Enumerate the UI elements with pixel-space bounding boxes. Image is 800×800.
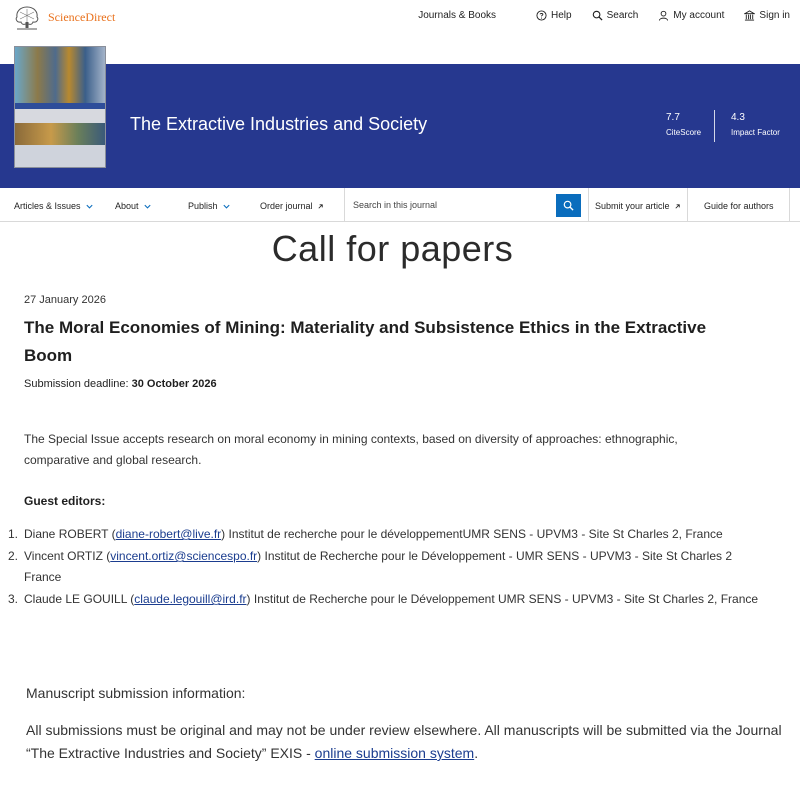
citescore-label: CiteScore (666, 128, 702, 137)
cover-bottom (15, 145, 105, 168)
guide-for-authors-link[interactable] (704, 201, 774, 211)
publish-date: 27 January 2026 (24, 294, 106, 306)
submission-deadline (24, 378, 217, 390)
nav-divider (789, 188, 790, 222)
manuscript-heading: Manuscript submission information: (26, 685, 246, 701)
citescore-metric[interactable] (666, 112, 701, 137)
editor-name: Vincent ORTIZ ( (24, 549, 111, 563)
journals-books-link[interactable] (418, 10, 496, 21)
list-item (0, 524, 760, 545)
sciencedirect-logo[interactable] (12, 3, 115, 31)
sign-in-link[interactable] (744, 10, 790, 21)
nav-divider (588, 188, 589, 222)
editor-email-link[interactable]: vincent.ortiz@sciencespo.fr (110, 549, 258, 563)
cover-bar (15, 103, 105, 109)
chevron-down-icon (143, 202, 152, 211)
journal-search-button[interactable] (556, 194, 581, 217)
search-label: Search (606, 10, 639, 21)
order-journal-link[interactable] (260, 201, 324, 211)
about-menu[interactable] (115, 201, 152, 211)
editor-email-link[interactable]: claude.legouill@ird.fr (134, 592, 247, 606)
my-account-label: My account (673, 10, 725, 21)
publish-label: Publish (188, 201, 218, 211)
online-submission-link[interactable]: online submission system (314, 745, 475, 761)
articles-issues-menu[interactable] (14, 201, 94, 211)
list-item (0, 589, 760, 610)
my-account-link[interactable] (658, 10, 724, 21)
editor-affiliation: ) Institut de Recherche pour le Développement - UMR SENS - UPVM3 - Site St Charles 2 France (24, 549, 733, 584)
submit-article-link[interactable] (595, 201, 681, 211)
institution-icon (744, 10, 755, 21)
manuscript-end: . (474, 745, 479, 761)
editor-name: Claude LE GOUILL ( (24, 592, 135, 606)
impact-factor-value: 4.3 (731, 112, 745, 123)
journal-search-input[interactable] (345, 188, 556, 222)
help-label: Help (551, 10, 572, 21)
editor-name: Diane ROBERT ( (24, 527, 116, 541)
editor-email-link[interactable]: diane-robert@live.fr (115, 527, 222, 541)
guest-editors-heading: Guest editors: (24, 494, 106, 508)
journal-title[interactable]: The Extractive Industries and Society (130, 114, 428, 134)
logo-text: ScienceDirect (48, 9, 116, 24)
list-number: 2. (8, 549, 19, 563)
cover-photo-mid (15, 123, 105, 145)
page-heading: Call for papers (271, 228, 514, 269)
article-title: The Moral Economies of Mining: Materiality and Subsistence Ethics in the Extractive Boom (24, 318, 707, 365)
user-icon (658, 10, 669, 21)
guide-for-authors-label: Guide for authors (704, 201, 774, 211)
search-icon (592, 10, 603, 21)
external-link-icon (674, 203, 681, 210)
sign-in-label: Sign in (759, 10, 790, 21)
guest-editors-list (0, 524, 760, 611)
external-link-icon (317, 203, 324, 210)
elsevier-tree-icon (12, 3, 42, 31)
journals-books-label: Journals & Books (418, 10, 497, 21)
publish-menu[interactable] (188, 201, 231, 211)
search-link[interactable] (592, 10, 639, 21)
journal-cover[interactable] (14, 46, 106, 168)
help-link[interactable] (536, 10, 572, 21)
help-circle-icon (536, 10, 547, 21)
chevron-down-icon (85, 202, 94, 211)
impact-factor-label: Impact Factor (731, 128, 780, 137)
editor-affiliation: ) Institut de Recherche pour le Développement UMR SENS - UPVM3 - Site St Charles 2, France (246, 592, 759, 606)
list-number: 3. (8, 592, 19, 606)
cover-photo-top (15, 47, 105, 103)
journal-search (344, 188, 556, 222)
submit-article-label: Submit your article (595, 201, 670, 211)
intro-paragraph: The Special Issue accepts research on moral economy in mining contexts, based on diversity of approaches: ethnographic, comparative and global research. (24, 432, 678, 467)
articles-issues-label: Articles & Issues (14, 201, 81, 211)
list-number: 1. (8, 527, 19, 541)
top-nav (418, 10, 790, 21)
search-icon (563, 200, 574, 211)
about-label: About (115, 201, 139, 211)
manuscript-paragraph (26, 719, 786, 765)
citescore-value: 7.7 (666, 112, 680, 123)
editor-affiliation: ) Institut de recherche pour le développementUMR SENS - UPVM3 - Site St Charles 2, France (221, 527, 723, 541)
order-journal-label: Order journal (260, 201, 313, 211)
manuscript-text: All submissions must be original and may not be under review elsewhere. All manuscripts will be submitted via the Journal “The Extractive Industries and Society” EXIS - (26, 722, 782, 761)
deadline-value: 30 October 2026 (131, 378, 217, 390)
chevron-down-icon (222, 202, 231, 211)
list-item (0, 546, 760, 588)
top-bar (0, 0, 800, 36)
metric-divider (714, 110, 715, 142)
nav-divider (687, 188, 688, 222)
impact-factor-metric[interactable] (731, 112, 780, 137)
deadline-label: Submission deadline: (24, 378, 129, 390)
